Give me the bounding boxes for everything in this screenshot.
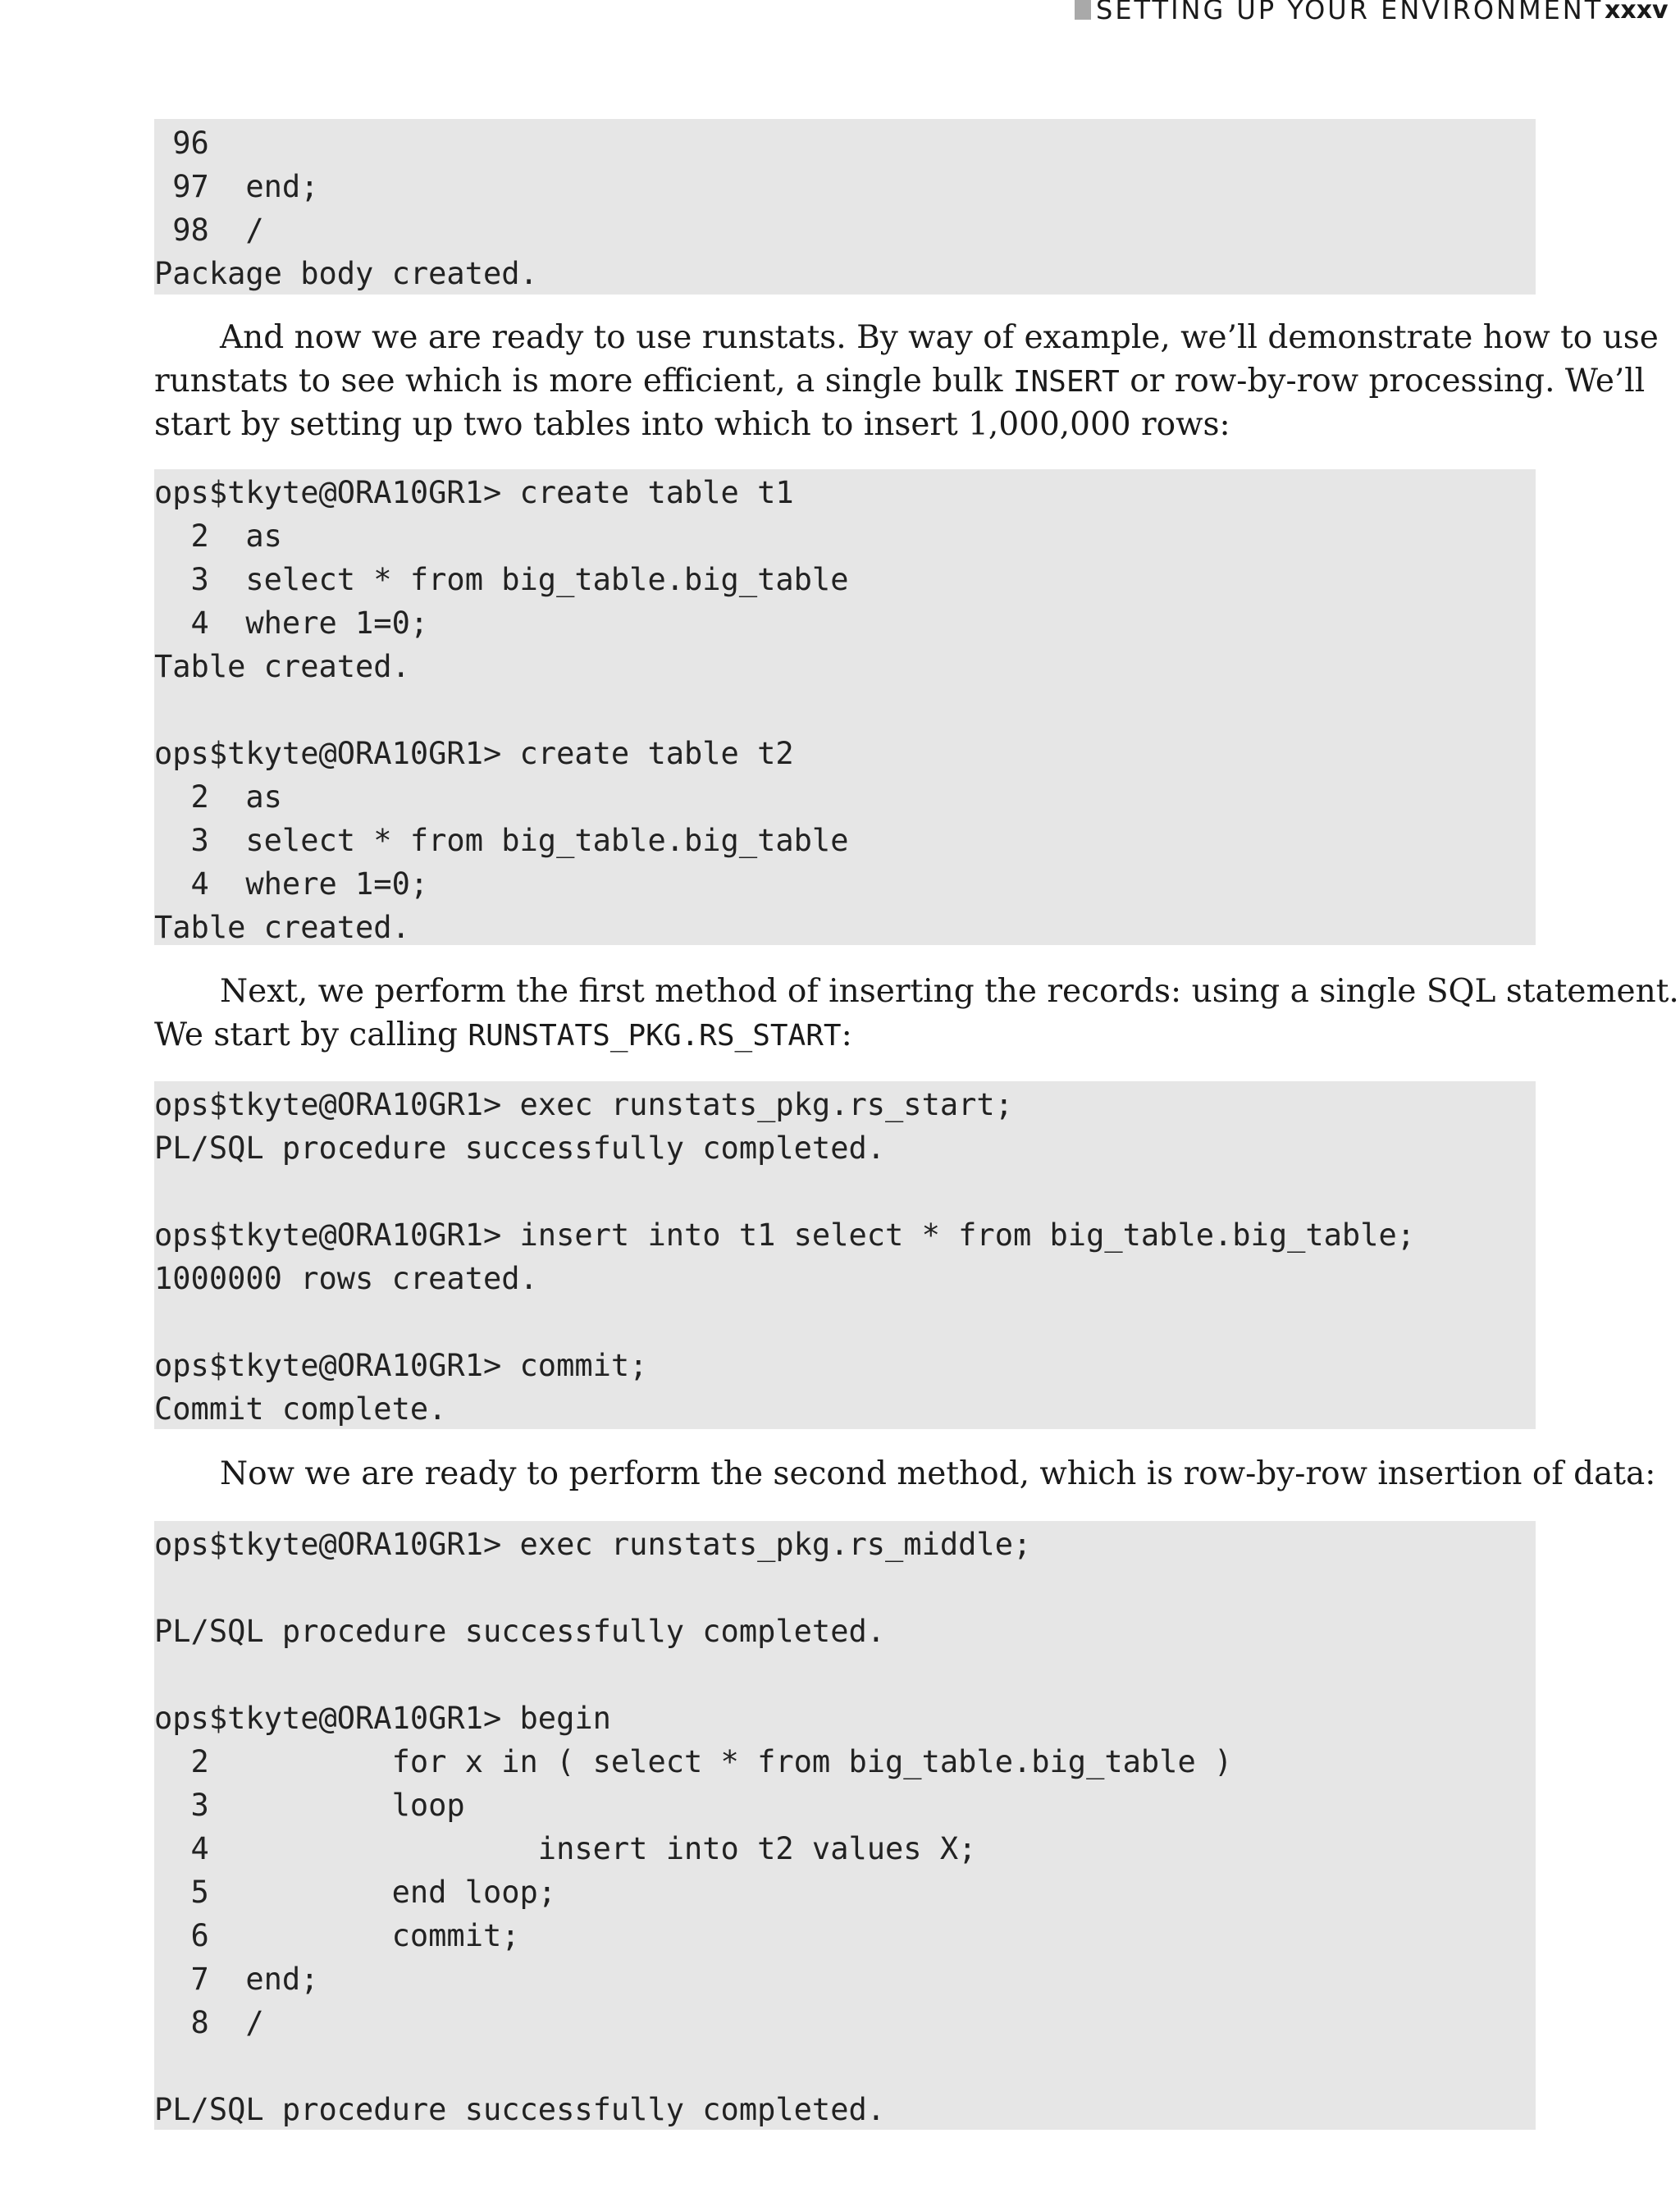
code-line: ops$tkyte@ORA10GR1> exec runstats_pkg.rs_middle; [154,1527,1032,1562]
code-line [154,1300,1536,1344]
code-line: 2 for x in ( select * from big_table.big_table ) [154,1744,1233,1779]
inline-code: RUNSTATS_PKG.RS_START [468,1019,842,1053]
code-line: 3 select * from big_table.big_table [154,823,849,858]
code-line: PL/SQL procedure successfully completed. [154,1130,886,1166]
inline-code: INSERT [1012,365,1120,399]
code-line: ops$tkyte@ORA10GR1> create table t1 [154,475,794,510]
code-line: 98 / [154,212,264,248]
paragraph-text: start by setting up two tables into which to insert 1,000,000 rows: [154,406,1230,443]
code-block-package-end [154,119,1536,295]
code-line: PL/SQL procedure successfully completed. [154,2092,886,2127]
code-line: 7 end; [154,1962,319,1997]
code-block-bulk-insert [154,1081,1536,1429]
paragraph-text: or row-by-row processing. We’ll [1119,363,1646,400]
paragraph-text: runstats to see which is more efficient, a single bulk [154,363,1013,400]
code-line: 3 select * from big_table.big_table [154,562,849,597]
code-line [154,2044,1536,2088]
paragraph-first-method [154,970,1679,1057]
code-line [154,1566,1536,1610]
code-line: 4 where 1=0; [154,866,429,902]
code-line: Table created. [154,649,410,684]
code-line: 1000000 rows created. [154,1261,538,1296]
running-header [0,0,1680,28]
code-line: 5 end loop; [154,1875,557,1910]
paragraph-runstats-intro [154,316,1659,446]
code-line: ops$tkyte@ORA10GR1> commit; [154,1348,648,1383]
code-line: 8 / [154,2005,264,2040]
code-block-create-tables [154,469,1536,945]
code-line: PL/SQL procedure successfully completed. [154,1614,886,1649]
code-block-row-by-row [154,1521,1536,2130]
code-line: Package body created. [154,256,538,291]
code-line: 2 as [154,779,282,815]
code-line: ops$tkyte@ORA10GR1> create table t2 [154,736,794,771]
code-line [154,1653,1536,1697]
code-line: 4 where 1=0; [154,605,429,641]
chapter-title: SETTING UP YOUR ENVIRONMENT [1096,0,1604,25]
paragraph-text: And now we are ready to use runstats. By way of example, we’ll demonstrate how to use [220,319,1659,356]
paragraph-text: Now we are ready to perform the second method, which is row-by-row insertion of data: [220,1455,1656,1492]
code-line: Table created. [154,910,410,945]
code-line: 4 insert into t2 values X; [154,1831,977,1866]
code-line [154,688,1536,732]
code-line: Commit complete. [154,1391,447,1427]
paragraph-text: We start by calling [154,1016,468,1053]
code-line: 3 loop [154,1788,465,1823]
code-line: 97 end; [154,169,319,204]
code-line: 96 [154,126,209,161]
code-line: ops$tkyte@ORA10GR1> begin [154,1701,611,1736]
paragraph-text: Next, we perform the first method of inserting the records: using a single SQL statement. [220,973,1679,1010]
code-line: 2 as [154,518,282,554]
code-line: ops$tkyte@ORA10GR1> exec runstats_pkg.rs_start; [154,1087,1013,1122]
code-line: ops$tkyte@ORA10GR1> insert into t1 select * from big_table.big_table; [154,1217,1416,1253]
page-number: xxxv [1605,0,1669,25]
paragraph-text: : [841,1016,852,1053]
code-line: 6 commit; [154,1918,520,1953]
paragraph-second-method [154,1452,1656,1496]
header-marker-bar [1075,0,1091,20]
code-line [154,1170,1536,1213]
